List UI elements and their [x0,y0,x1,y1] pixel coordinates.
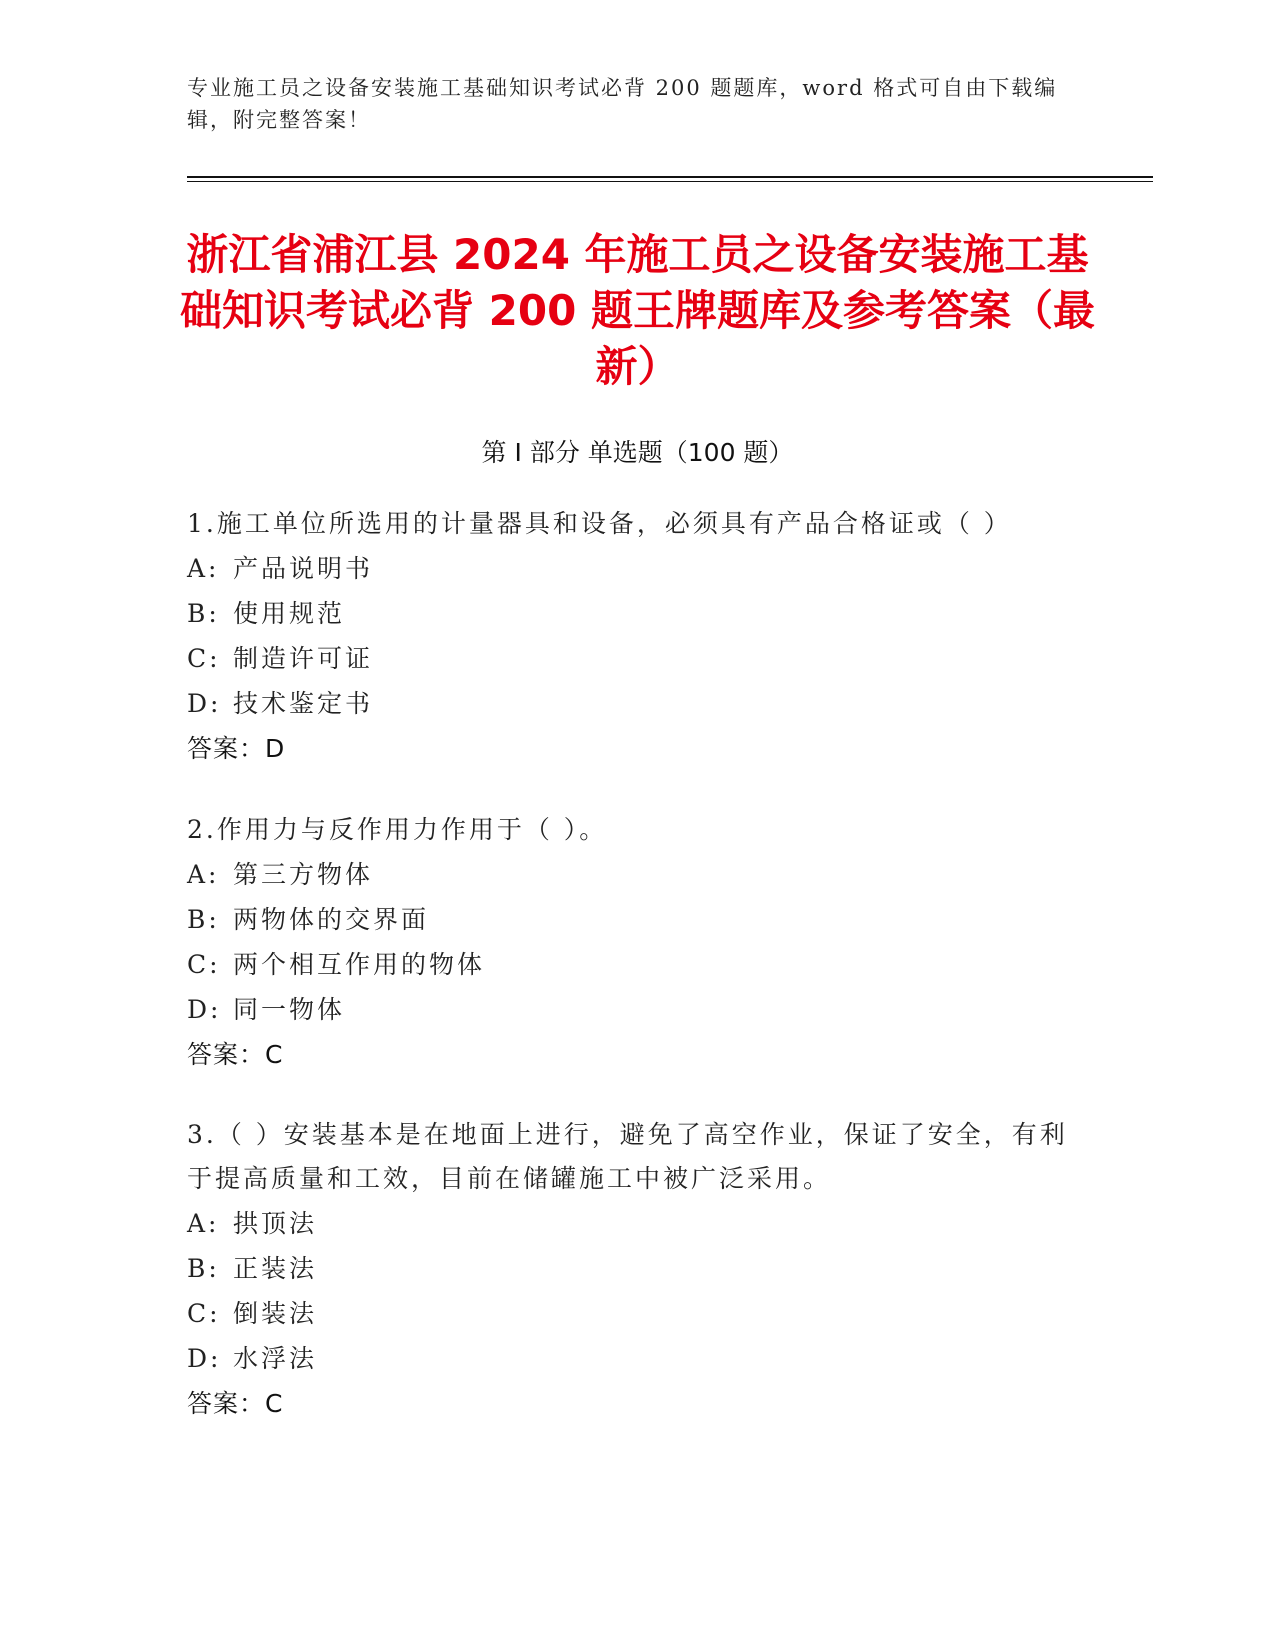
option-text: 制造许可证 [233,644,374,673]
option-text: 两物体的交界面 [233,905,430,934]
option-d [187,987,1087,1032]
option-text: 正装法 [233,1254,318,1283]
option-text: 同一物体 [233,995,346,1024]
option-letter: D: [187,1344,222,1373]
header-divider-thin [187,181,1153,182]
option-letter: B: [187,599,220,628]
option-text: 拱顶法 [233,1209,318,1238]
option-letter: C: [187,644,221,673]
option-letter: D: [187,995,222,1024]
option-text: 产品说明书 [233,554,374,583]
header-note: 专业施工员之设备安装施工基础知识考试必背 200 题题库，word 格式可自由下载编辑，附完整答案！ [187,76,1058,132]
option-c [187,1291,1087,1336]
option-letter: D: [187,689,222,718]
header-divider-thick [187,176,1153,178]
answer: 答案：C [187,1389,284,1418]
option-text: 水浮法 [233,1344,318,1373]
option-letter: A: [187,1209,220,1238]
option-text: 倒装法 [233,1299,318,1328]
question-text: 3.（ ）安装基本是在地面上进行，避免了高空作业，保证了安全，有利于提高质量和工效，目前在储罐施工中被广泛采用。 [187,1120,1068,1193]
option-text: 第三方物体 [233,860,374,889]
option-d [187,1336,1087,1381]
option-a [187,852,1087,897]
option-letter: A: [187,860,220,889]
section-title: 第 I 部分 单选题（100 题） [481,438,794,467]
option-letter: B: [187,1254,220,1283]
option-letter: B: [187,905,220,934]
question-1 [187,502,1087,771]
option-b [187,1246,1087,1291]
option-c [187,636,1087,681]
question-text: 1.施工单位所选用的计量器具和设备，必须具有产品合格证或（ ） [187,509,1012,538]
answer: 答案：D [187,734,286,763]
option-c [187,942,1087,987]
question-2 [187,808,1087,1077]
option-text: 使用规范 [233,599,346,628]
option-letter: C: [187,1299,221,1328]
option-letter: C: [187,950,221,979]
question-text: 2.作用力与反作用力作用于（ ）。 [187,815,608,844]
option-b [187,897,1087,942]
answer: 答案：C [187,1040,284,1069]
option-text: 技术鉴定书 [233,689,374,718]
question-3 [187,1113,1087,1426]
option-b [187,591,1087,636]
option-a [187,1201,1087,1246]
option-text: 两个相互作用的物体 [233,950,486,979]
document-title: 浙江省浦江县 2024 年施工员之设备安装施工基础知识考试必背 200 题王牌题库及参考答案（最新） [180,230,1095,391]
option-d [187,681,1087,726]
option-a [187,546,1087,591]
option-letter: A: [187,554,220,583]
